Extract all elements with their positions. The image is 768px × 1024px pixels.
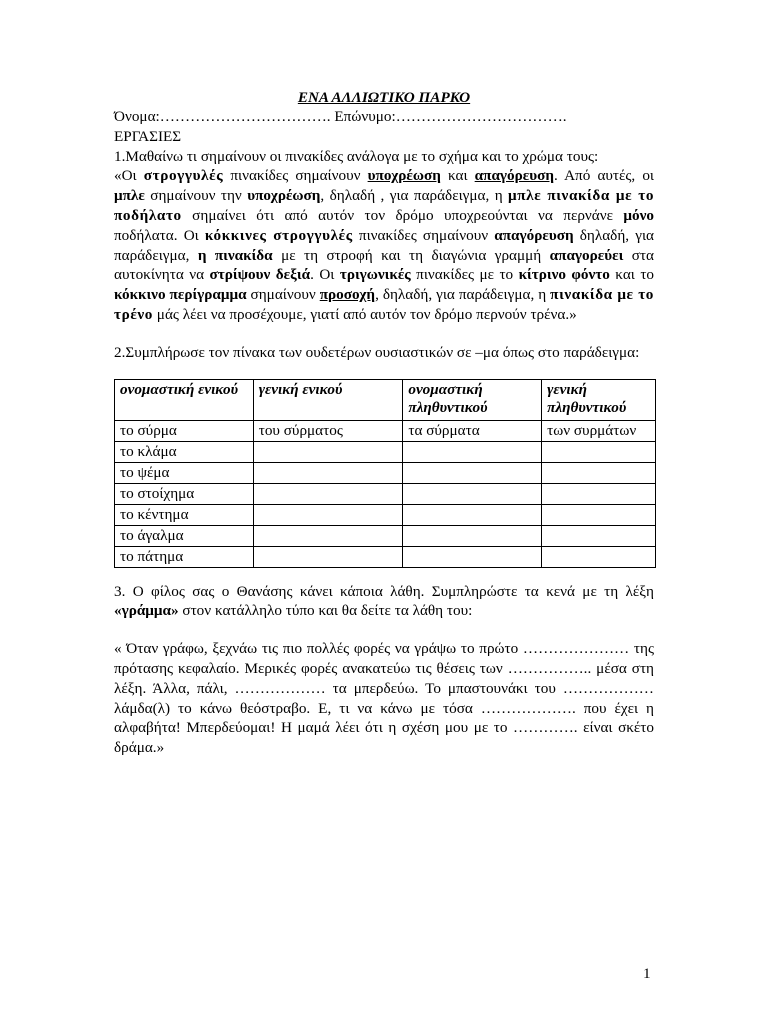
table-cell: το κέντημα bbox=[115, 504, 254, 525]
table-cell-blank bbox=[403, 504, 542, 525]
table-row bbox=[115, 441, 656, 462]
task1-prompt: 1.Μαθαίνω τι σημαίνουν οι πινακίδες ανάλογα με το σχήμα και το χρώμα τους: bbox=[114, 147, 599, 165]
task2-prompt: 2.Συμπλήρωσε τον πίνακα των ουδετέρων ουσιαστικών σε –μα όπως στο παράδειγμα: bbox=[114, 343, 640, 361]
table-header-cell: γενική ενικού bbox=[253, 379, 403, 420]
table-cell: τα σύρματα bbox=[403, 420, 542, 441]
table-cell-blank bbox=[253, 483, 403, 504]
table-cell-blank bbox=[542, 441, 656, 462]
task3-prompt: 3. Ο φίλος σας ο Θανάσης κάνει κάποια λάθη. Συμπληρώστε τα κενά με τη λέξη «γράμμα» στον κατάλληλο τύπο και θα δείτε τα λάθη του: bbox=[114, 582, 654, 620]
table-cell-blank bbox=[403, 462, 542, 483]
table-cell: το πάτημα bbox=[115, 546, 254, 567]
table-row bbox=[115, 462, 656, 483]
document-page bbox=[114, 88, 654, 758]
table-cell: το στοίχημα bbox=[115, 483, 254, 504]
table-cell-blank bbox=[542, 462, 656, 483]
table-cell-blank bbox=[253, 525, 403, 546]
name-surname-line: Όνομα:……………………………. Επώνυμο:……………………………. bbox=[114, 108, 567, 125]
page-title: ΕΝΑ ΑΛΛΙΩΤΙΚΟ ΠΑΡΚΟ bbox=[297, 89, 471, 106]
table-row bbox=[115, 525, 656, 546]
table-cell-blank bbox=[542, 483, 656, 504]
table-cell-blank bbox=[403, 441, 542, 462]
table-cell-blank bbox=[253, 504, 403, 525]
table-cell-blank bbox=[403, 525, 542, 546]
table-cell: του σύρματος bbox=[253, 420, 403, 441]
table-row bbox=[115, 504, 656, 525]
task3-text: « Όταν γράφω, ξεχνάω τις πιο πολλές φορές να γράψω το πρώτο ………………… της πρότασης κεφαλαίο. Μερικές φορές ανακατεύω τις θέσεις των …………….. μέσα στη λέξη. Άλλα, πάλι, ……………… τα μπερδεύω. Το μπαστουνάκι του ……………… λάμδα(λ) το κάνω θεόστραβο. Ε, τι να κάνω με τόσα ………………. που έχει η αλφαβήτα! Μπερδεύομαι! Η μαμά λέει ότι η σχέση μου με το …………. είναι σκέτο δράμα.» bbox=[114, 640, 654, 757]
table-cell-blank bbox=[403, 483, 542, 504]
table-cell-blank bbox=[253, 462, 403, 483]
table-cell-blank bbox=[542, 525, 656, 546]
table-cell-blank bbox=[253, 441, 403, 462]
table-header-cell: ονομαστική πληθυντικού bbox=[403, 379, 542, 420]
table-cell-blank bbox=[542, 504, 656, 525]
section-label: ΕΡΓΑΣΙΕΣ bbox=[114, 127, 182, 145]
table-cell: το κλάμα bbox=[115, 441, 254, 462]
table-cell-blank bbox=[253, 546, 403, 567]
table-header-row bbox=[115, 379, 656, 420]
table-cell-blank bbox=[542, 546, 656, 567]
table-cell: των συρμάτων bbox=[542, 420, 656, 441]
table-cell: το άγαλμα bbox=[115, 525, 254, 546]
table-cell: το ψέμα bbox=[115, 462, 254, 483]
table-cell-blank bbox=[403, 546, 542, 567]
table-header-cell: γενική πληθυντικού bbox=[542, 379, 656, 420]
table-row bbox=[115, 420, 656, 441]
table-row bbox=[115, 546, 656, 567]
task1-text: «Οι στρογγυλές πινακίδες σημαίνουν υποχρέωση και απαγόρευση. Από αυτές, οι μπλε σημαίνουν την υποχρέωση, δηλαδή , για παράδειγμα, η μπλε πινακίδα με το ποδήλατο σημαίνει ότι από αυτόν τον δρόμο υποχρεούνται να περνάνε μόνο ποδήλατα. Οι κόκκινες στρογγυλές πινακίδες σημαίνουν απαγόρευση δηλαδή, για παράδειγμα, η πινακίδα με τη στροφή και τη διαγώνια γραμμή απαγορεύει στα αυτοκίνητα να στρίψουν δεξιά. Οι τριγωνικές πινακίδες με το κίτρινο φόντο και το κόκκινο περίγραμμα σημαίνουν προσοχή, δηλαδή, για παράδειγμα, η πινακίδα με το τρένο μάς λέει να προσέχουμε, γιατί από αυτόν τον δρόμο περνούν τρένα.» bbox=[114, 167, 655, 323]
page-number: 1 bbox=[643, 965, 651, 982]
table-header-cell: ονομαστική ενικού bbox=[115, 379, 254, 420]
table-cell: το σύρμα bbox=[115, 420, 254, 441]
nouns-table bbox=[114, 379, 656, 568]
table-row bbox=[115, 483, 656, 504]
